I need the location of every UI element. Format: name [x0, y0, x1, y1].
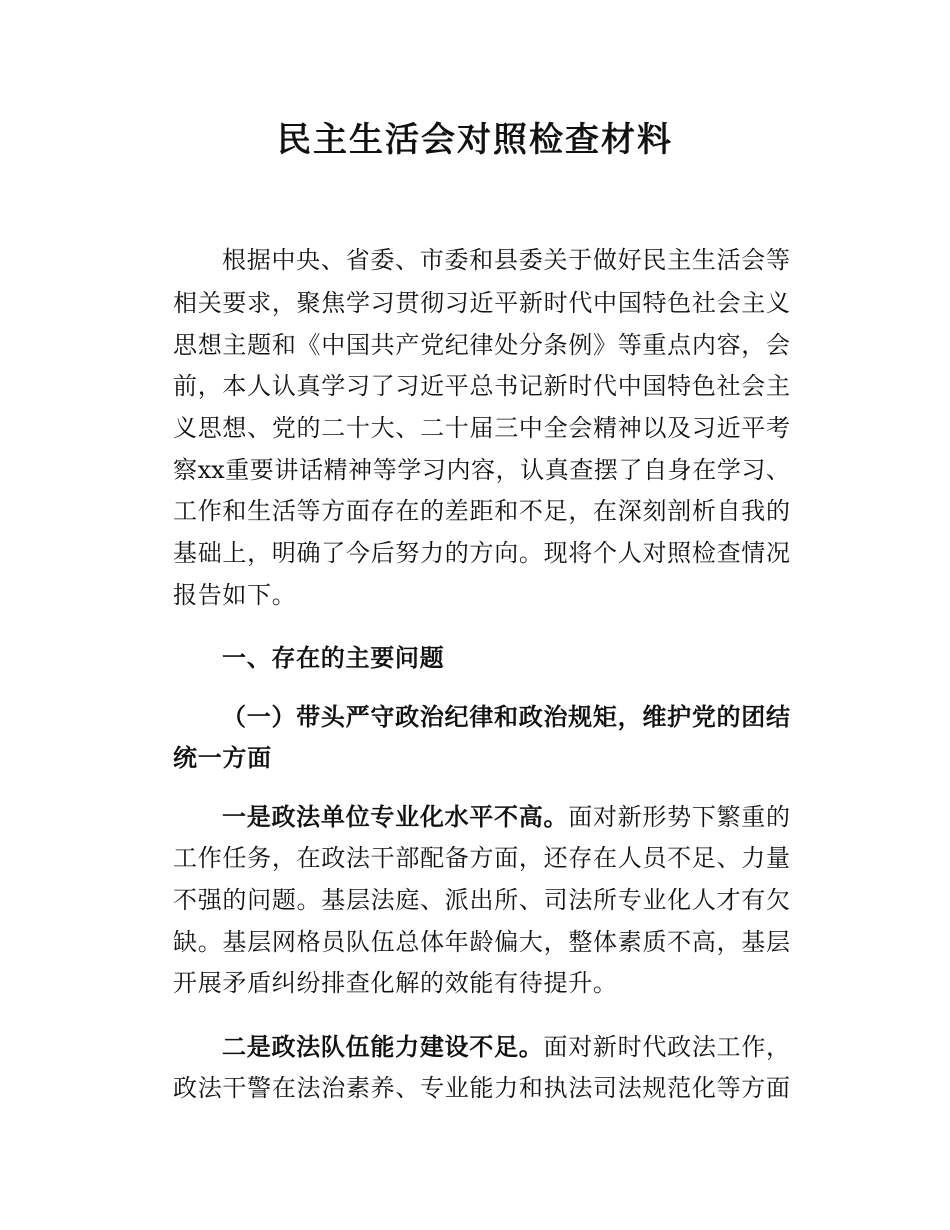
paragraph-line [173, 538, 790, 568]
paragraph-line [173, 580, 790, 610]
document-title: 民主生活会对照检查材料 [277, 120, 673, 160]
paragraph-line [173, 496, 790, 526]
line-text: 义思想、党的二十大、二十届三中全会精神以及习近平考 [173, 414, 790, 442]
line-text: 前，本人认真学习了习近平总书记新时代中国特色社会主 [173, 372, 790, 400]
paragraph-line [173, 927, 790, 957]
paragraph-line [173, 371, 790, 401]
line-text: 面对新形势下繁重的 [568, 803, 791, 831]
section-heading-line [222, 702, 790, 732]
paragraph-line [222, 245, 790, 275]
line-text: 工作任务，在政法干部配备方面，还存在人员不足、力量 [173, 844, 790, 872]
paragraph-line [173, 968, 790, 998]
line-text: 察xx重要讲话精神等学习内容，认真查摆了自身在学习、 [173, 456, 790, 484]
line-text: 面对新时代政法工作， [543, 1033, 791, 1061]
section-heading-line [222, 643, 790, 673]
line-text: 报告如下。 [173, 581, 297, 609]
paragraph-line [173, 843, 790, 873]
paragraph-line [173, 330, 790, 360]
section-heading-line [173, 743, 790, 773]
bold-lead: 一是政法单位专业化水平不高。 [222, 803, 569, 831]
paragraph-line [173, 885, 790, 915]
line-text: 统一方面 [173, 744, 272, 772]
paragraph-line [222, 1032, 790, 1062]
paragraph-line [173, 455, 790, 485]
line-text: 开展矛盾纠纷排查化解的效能有待提升。 [173, 969, 618, 997]
line-text: 基础上，明确了今后努力的方向。现将个人对照检查情况 [173, 539, 790, 567]
paragraph-line [173, 1073, 790, 1103]
line-text: 思想主题和《中国共产党纪律处分条例》等重点内容，会 [173, 331, 790, 359]
paragraph-line [173, 413, 790, 443]
line-text: 根据中央、省委、市委和县委关于做好民主生活会等 [222, 246, 790, 274]
line-text: 缺。基层网格员队伍总体年龄偏大，整体素质不高，基层 [173, 928, 790, 956]
paragraph-line [222, 802, 790, 832]
paragraph-line [173, 288, 790, 318]
line-text: （一）带头严守政治纪律和政治规矩，维护党的团结 [222, 703, 790, 731]
line-text: 不强的问题。基层法庭、派出所、司法所专业化人才有欠 [173, 886, 790, 914]
line-text: 一、存在的主要问题 [222, 644, 445, 672]
line-text: 政法干警在法治素养、专业能力和执法司法规范化等方面 [173, 1074, 790, 1102]
line-text: 相关要求，聚焦学习贯彻习近平新时代中国特色社会主义 [173, 289, 790, 317]
bold-lead: 二是政法队伍能力建设不足。 [222, 1033, 544, 1061]
line-text: 工作和生活等方面存在的差距和不足，在深刻剖析自我的 [173, 497, 790, 525]
